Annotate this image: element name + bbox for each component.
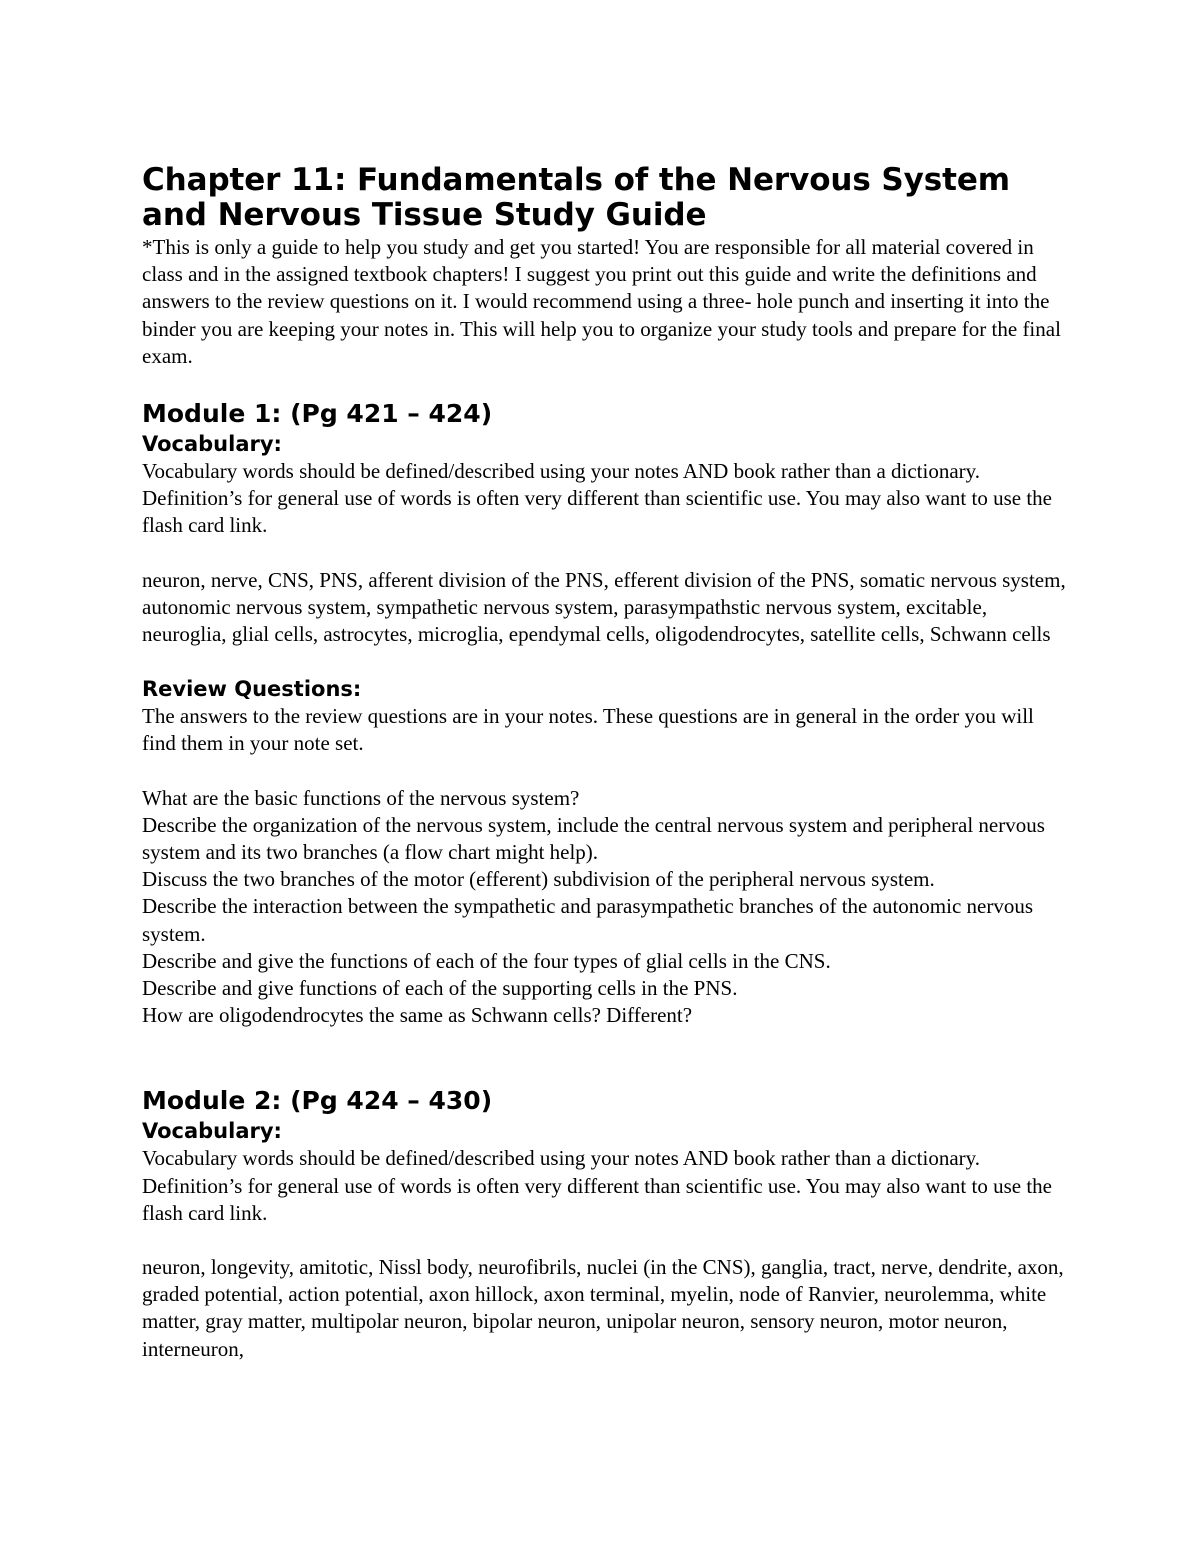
study-guide-page — [142, 163, 1072, 1363]
module-2-vocab-instructions: Vocabulary words should be defined/described using your notes AND book rather than a dictionary. Definition’s for general use of words is often very different than scientific use. You may also want to use the flash card link. — [142, 1146, 1052, 1225]
review-question-5: Describe and give the functions of each of the four types of glial cells in the CNS. — [142, 948, 831, 973]
module-1-review-instructions: The answers to the review questions are in your notes. These questions are in general in the order you will find them in your note set. — [142, 704, 1034, 756]
review-question-6: Describe and give functions of each of the supporting cells in the PNS. — [142, 976, 738, 1001]
module-1-question-list — [142, 785, 1072, 1030]
module-2-heading: Module 2: (Pg 424 – 430) — [142, 1086, 493, 1116]
intro-paragraph: *This is only a guide to help you study and get you started! You are responsible for all material covered in class and in the assigned textbook chapters! I suggest you print out this guide and write the definitions and answers to the review questions on it. I would recommend using a three- hole punch and inserting it into the binder you are keeping your notes in. This will help you to organize your study tools and prepare for the final exam. — [142, 235, 1061, 368]
module-1-review-heading: Review Questions: — [142, 677, 362, 702]
module-2-vocab-heading: Vocabulary: — [142, 1119, 282, 1144]
module-1-vocab-words: neuron, nerve, CNS, PNS, afferent division of the PNS, efferent division of the PNS, somatic nervous system, autonomic nervous system, sympathetic nervous system, parasympathstic nervous system, excitable, neuroglia, glial cells, astrocytes, microglia, ependymal cells, oligodendrocytes, satellite cells, Schwann cells — [142, 567, 1066, 647]
module-1-heading: Module 1: (Pg 421 – 424) — [142, 399, 493, 429]
module-1-vocab-instructions: Vocabulary words should be defined/described using your notes AND book rather than a dictionary. Definition’s for general use of words is often very different than scientific use. You may also want to use the flash card link. — [142, 459, 1052, 538]
module-1-vocab-heading: Vocabulary: — [142, 432, 282, 457]
review-question-7: How are oligodendrocytes the same as Schwann cells? Different? — [142, 1003, 693, 1028]
module-2-vocab-words: neuron, longevity, amitotic, Nissl body, neurofibrils, nuclei (in the CNS), ganglia, tract, nerve, dendrite, axon, graded potential, action potential, axon hillock, axon terminal, myelin, node of Ranvier, neurolemma, white matter, gray matter, multipolar neuron, bipolar neuron, unipolar neuron, sensory neuron, motor neuron, interneuron, — [142, 1255, 1064, 1361]
review-question-2: Describe the organization of the nervous system, include the central nervous system and peripheral nervous system and its two branches (a flow chart might help). — [142, 812, 1045, 865]
review-question-1: What are the basic functions of the nervous system? — [142, 785, 580, 810]
review-question-4: Describe the interaction between the sympathetic and parasympathetic branches of the autonomic nervous system. — [142, 894, 1034, 946]
review-question-3: Discuss the two branches of the motor (efferent) subdivision of the peripheral nervous system. — [142, 867, 935, 892]
document-title: Chapter 11: Fundamentals of the Nervous System and Nervous Tissue Study Guide — [142, 162, 1010, 233]
